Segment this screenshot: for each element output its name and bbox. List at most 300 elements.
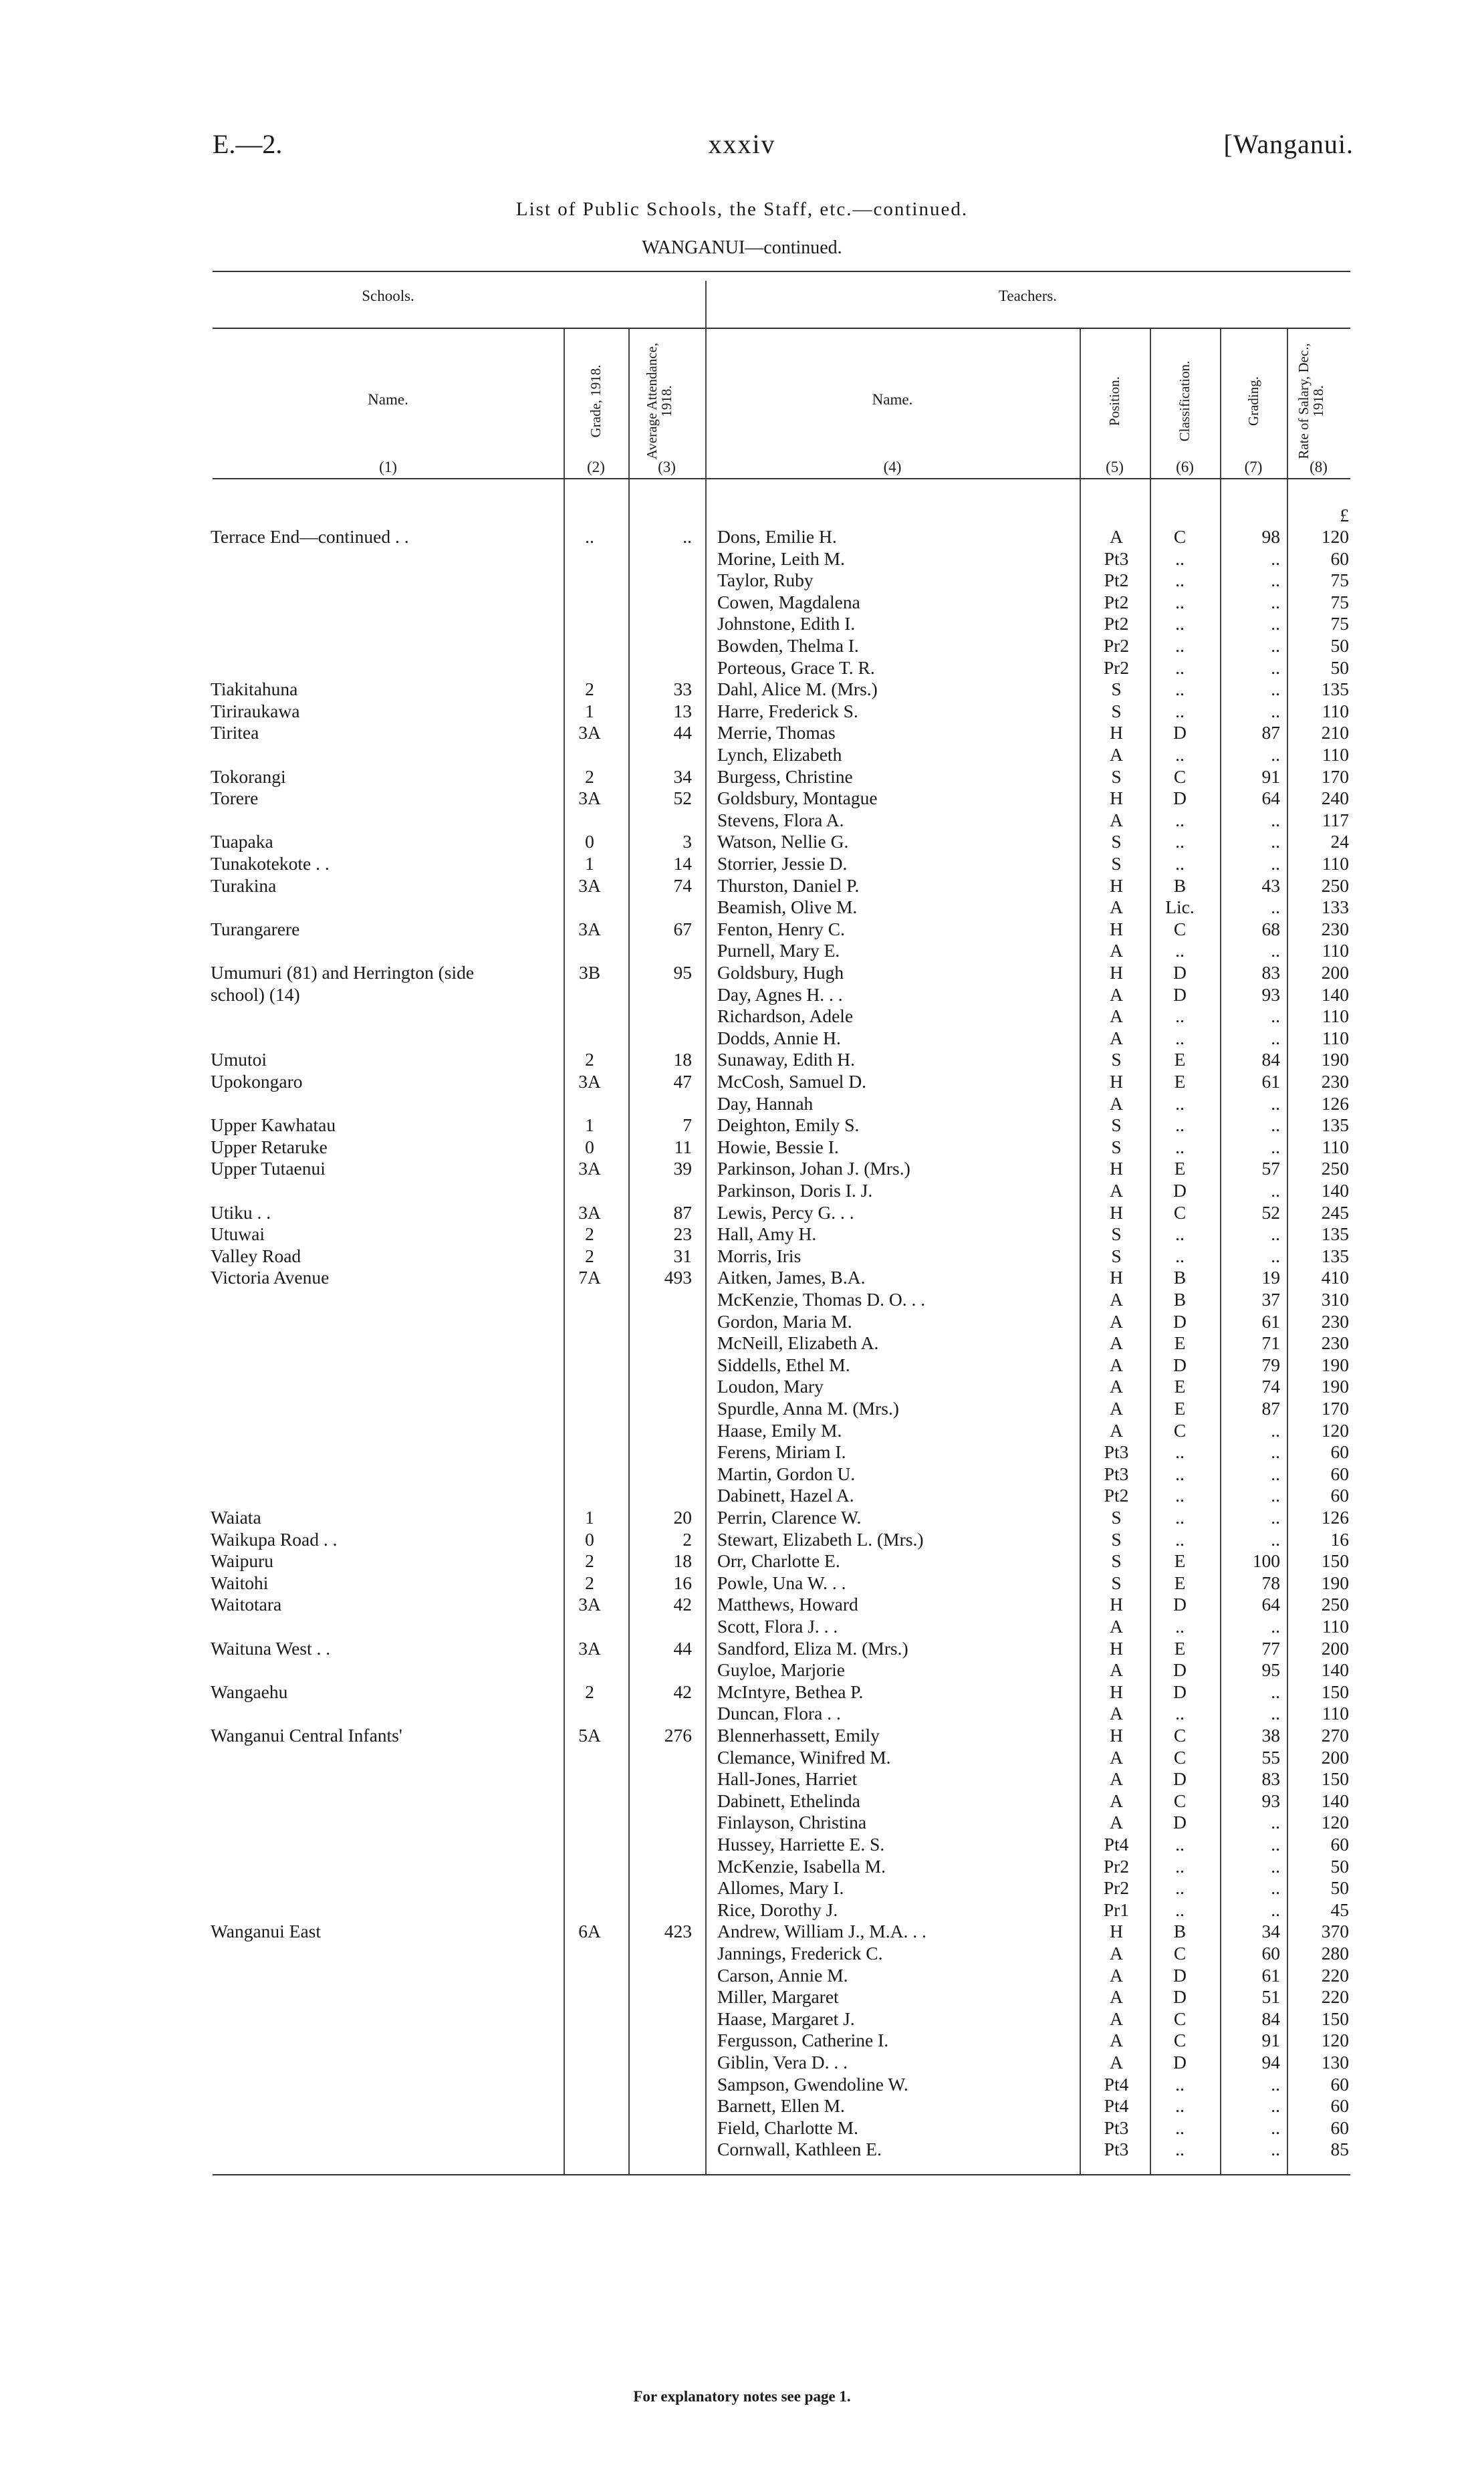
teacher-name-cell: Burgess, Christine bbox=[717, 765, 853, 787]
teacher-name-cell: Perrin, Clarence W. bbox=[717, 1507, 862, 1528]
teacher-name-cell: Day, Hannah bbox=[717, 1092, 814, 1114]
position-cell: S bbox=[1111, 853, 1122, 874]
classification-cell: .. bbox=[1175, 1136, 1185, 1157]
school-name-cell: Turangarere bbox=[211, 918, 300, 939]
table-row bbox=[0, 788, 1484, 809]
grading-cell: .. bbox=[1271, 744, 1280, 765]
salary-header: Rate of Salary, Dec., 1918. bbox=[1295, 343, 1326, 459]
table-row bbox=[0, 1616, 1484, 1637]
grade-cell: 2 bbox=[585, 1049, 594, 1070]
classification-cell: D bbox=[1173, 983, 1187, 1005]
table-row bbox=[0, 1529, 1484, 1550]
table-row bbox=[0, 1223, 1484, 1245]
position-cell: A bbox=[1110, 1659, 1123, 1681]
table-row bbox=[0, 1420, 1484, 1441]
salary-cell: 150 bbox=[1321, 1768, 1349, 1790]
classification-cell: .. bbox=[1175, 657, 1185, 678]
teacher-name-cell: Beamish, Olive M. bbox=[717, 897, 858, 918]
grading-cell: .. bbox=[1271, 940, 1280, 961]
teacher-name-cell: Parkinson, Doris I. J. bbox=[717, 1180, 873, 1201]
currency-symbol: £ bbox=[1340, 505, 1349, 525]
position-cell: H bbox=[1110, 722, 1123, 743]
teacher-name-cell: Jannings, Frederick C. bbox=[717, 1943, 883, 1964]
grading-cell: .. bbox=[1271, 1180, 1280, 1201]
table-row bbox=[0, 1005, 1484, 1027]
table-row bbox=[0, 679, 1484, 700]
position-cell: A bbox=[1110, 1376, 1123, 1397]
grading-cell: .. bbox=[1271, 1223, 1280, 1245]
salary-cell: 190 bbox=[1321, 1572, 1349, 1593]
table-row bbox=[0, 853, 1484, 874]
position-cell: Pt3 bbox=[1104, 2117, 1129, 2138]
grading-cell: 79 bbox=[1261, 1354, 1280, 1375]
table-row bbox=[0, 635, 1484, 657]
teacher-name-cell: Giblin, Vera D. . . bbox=[717, 2052, 848, 2072]
col-number-5: (5) bbox=[1106, 459, 1124, 475]
school-name-cell: Torere bbox=[211, 788, 259, 809]
grading-cell: .. bbox=[1271, 1681, 1280, 1702]
position-cell: Pt2 bbox=[1104, 591, 1129, 612]
attendance-cell: 3 bbox=[683, 831, 692, 852]
grading-cell: .. bbox=[1271, 1528, 1280, 1550]
table-row bbox=[0, 1354, 1484, 1376]
classification-cell: .. bbox=[1175, 1223, 1185, 1245]
classification-cell: E bbox=[1174, 1637, 1186, 1659]
classification-cell: .. bbox=[1175, 1616, 1185, 1637]
teacher-name-cell: Day, Agnes H. . . bbox=[717, 983, 843, 1005]
teacher-name-cell: McNeill, Elizabeth A. bbox=[717, 1332, 879, 1354]
table-row bbox=[0, 744, 1484, 765]
table-subtitle: WANGANUI—continued. bbox=[642, 237, 842, 258]
school-name-cell: Upper Tutaenui bbox=[211, 1158, 326, 1179]
teacher-name-cell: Barnett, Ellen M. bbox=[717, 2095, 845, 2117]
col-number-3: (3) bbox=[658, 459, 676, 475]
classification-cell: D bbox=[1173, 1812, 1187, 1833]
salary-cell: 75 bbox=[1330, 591, 1349, 612]
position-cell: H bbox=[1110, 1594, 1123, 1615]
grading-cell: .. bbox=[1271, 1027, 1280, 1048]
grade-cell: 2 bbox=[585, 1681, 594, 1702]
teacher-name-cell: Blennerhassett, Emily bbox=[717, 1725, 880, 1746]
col-number-7: (7) bbox=[1244, 459, 1263, 475]
salary-cell: 170 bbox=[1321, 765, 1349, 787]
position-cell: A bbox=[1110, 526, 1123, 547]
position-cell: A bbox=[1110, 1354, 1123, 1375]
teacher-name-cell: Lynch, Elizabeth bbox=[717, 744, 842, 765]
teacher-name-cell: Sunaway, Edith H. bbox=[717, 1049, 855, 1070]
teacher-name-cell: McCosh, Samuel D. bbox=[717, 1071, 867, 1092]
classification-cell: .. bbox=[1175, 1245, 1185, 1266]
teacher-name-cell: Goldsbury, Montague bbox=[717, 788, 878, 809]
classification-cell: B bbox=[1173, 1267, 1187, 1288]
school-name-cell: Waitohi bbox=[211, 1572, 269, 1593]
grading-cell: .. bbox=[1271, 1419, 1280, 1441]
salary-cell: 200 bbox=[1321, 1637, 1349, 1659]
classification-cell: .. bbox=[1175, 548, 1185, 569]
position-cell: Pt4 bbox=[1104, 2073, 1129, 2095]
position-cell: Pr2 bbox=[1103, 635, 1130, 656]
grading-cell: .. bbox=[1271, 1899, 1280, 1920]
attendance-cell: 33 bbox=[673, 679, 692, 700]
table-row bbox=[0, 2139, 1484, 2160]
salary-cell: 60 bbox=[1330, 2073, 1349, 2095]
grading-cell: .. bbox=[1271, 1463, 1280, 1484]
salary-cell: 120 bbox=[1321, 1812, 1349, 1833]
grading-cell: 94 bbox=[1261, 2052, 1280, 2072]
grading-cell: .. bbox=[1271, 1441, 1280, 1463]
teacher-name-cell: Loudon, Mary bbox=[717, 1376, 824, 1397]
teacher-name-cell: Howie, Bessie I. bbox=[717, 1136, 839, 1157]
table-row bbox=[0, 1093, 1484, 1114]
grading-cell: 43 bbox=[1261, 874, 1280, 896]
rule-top bbox=[213, 271, 1350, 272]
classification-cell: .. bbox=[1175, 613, 1185, 634]
col-number-2: (2) bbox=[587, 459, 605, 475]
grading-cell: .. bbox=[1271, 679, 1280, 700]
salary-cell: 150 bbox=[1321, 2008, 1349, 2029]
classification-cell: C bbox=[1173, 918, 1187, 939]
table-row bbox=[0, 1550, 1484, 1572]
grading-cell: .. bbox=[1271, 1877, 1280, 1899]
teacher-name-cell: Spurdle, Anna M. (Mrs.) bbox=[717, 1398, 899, 1419]
position-cell: H bbox=[1110, 1725, 1123, 1746]
teacher-name-cell: Andrew, William J., M.A. . . bbox=[717, 1921, 926, 1942]
table-row bbox=[0, 1965, 1484, 1986]
classification-cell: D bbox=[1173, 1986, 1187, 2008]
position-cell: H bbox=[1110, 1681, 1123, 1702]
teacher-name-cell: Johnstone, Edith I. bbox=[717, 613, 856, 634]
table-row bbox=[0, 810, 1484, 831]
teacher-name-cell: McKenzie, Thomas D. O. . . bbox=[717, 1289, 926, 1310]
attendance-cell: 13 bbox=[673, 700, 692, 721]
table-row bbox=[0, 1943, 1484, 1964]
teacher-name-cell: Clemance, Winifred M. bbox=[717, 1746, 891, 1768]
salary-cell: 110 bbox=[1322, 1703, 1349, 1724]
salary-cell: 60 bbox=[1330, 1834, 1349, 1855]
table-title: List of Public Schools, the Staff, etc.—continued. bbox=[515, 199, 969, 220]
attendance-cell: 39 bbox=[673, 1158, 692, 1179]
school-name-cell: Upper Kawhatau bbox=[211, 1114, 336, 1136]
position-cell: A bbox=[1110, 940, 1123, 961]
school-name-cell: Turakina bbox=[211, 874, 277, 896]
classification-cell: D bbox=[1173, 722, 1187, 743]
grade-cell: 2 bbox=[585, 765, 594, 787]
position-cell: A bbox=[1110, 1703, 1123, 1724]
teacher-name-cell: Hall-Jones, Harriet bbox=[717, 1768, 858, 1790]
classification-cell: .. bbox=[1175, 1114, 1185, 1136]
grading-cell: .. bbox=[1271, 591, 1280, 612]
teacher-name-cell: Dahl, Alice M. (Mrs.) bbox=[717, 679, 878, 700]
school-name-cell: Tokorangi bbox=[211, 765, 286, 787]
grading-cell: .. bbox=[1271, 1136, 1280, 1157]
table-row bbox=[0, 701, 1484, 722]
table-row bbox=[0, 2052, 1484, 2073]
position-cell: S bbox=[1111, 831, 1122, 852]
classification-cell: D bbox=[1173, 962, 1187, 983]
school-name-cell: Valley Road bbox=[211, 1245, 301, 1266]
table-row bbox=[0, 897, 1484, 918]
school-name-cell: Wangaehu bbox=[211, 1681, 288, 1702]
salary-cell: 370 bbox=[1321, 1921, 1349, 1942]
salary-cell: 126 bbox=[1321, 1092, 1349, 1114]
table-row bbox=[0, 875, 1484, 897]
classification-cell: B bbox=[1173, 1921, 1187, 1942]
attendance-cell: 44 bbox=[673, 1637, 692, 1659]
salary-cell: 75 bbox=[1330, 613, 1349, 634]
grade-cell: 3A bbox=[578, 1594, 601, 1615]
teacher-name-cell: Thurston, Daniel P. bbox=[717, 874, 860, 896]
classification-cell: E bbox=[1174, 1049, 1186, 1070]
teacher-name-cell: Hall, Amy H. bbox=[717, 1223, 817, 1245]
table-row bbox=[0, 1834, 1484, 1855]
position-cell: S bbox=[1111, 1550, 1122, 1572]
grading-cell: 91 bbox=[1261, 2030, 1280, 2051]
salary-cell: 75 bbox=[1330, 570, 1349, 591]
attendance-cell: 87 bbox=[673, 1201, 692, 1223]
table-row bbox=[0, 1986, 1484, 2008]
rule-group bbox=[213, 328, 1350, 329]
teacher-name-cell: Rice, Dorothy J. bbox=[717, 1899, 838, 1920]
teacher-name-cell: Gordon, Maria M. bbox=[717, 1310, 852, 1332]
position-cell: S bbox=[1111, 1572, 1122, 1593]
classification-cell: .. bbox=[1175, 2117, 1185, 2138]
col-number-8: (8) bbox=[1310, 459, 1328, 475]
school-name-cell: Utiku . . bbox=[211, 1201, 271, 1223]
table-row bbox=[0, 1594, 1484, 1615]
grade-cell: 0 bbox=[585, 1528, 594, 1550]
grading-cell: 93 bbox=[1261, 1790, 1280, 1811]
salary-cell: 24 bbox=[1330, 831, 1349, 852]
teacher-name-cell: Dabinett, Ethelinda bbox=[717, 1790, 860, 1811]
salary-cell: 60 bbox=[1330, 1463, 1349, 1484]
teacher-name-cell: Richardson, Adele bbox=[717, 1005, 854, 1027]
salary-cell: 190 bbox=[1321, 1376, 1349, 1397]
position-cell: A bbox=[1110, 1964, 1123, 1986]
attendance-cell: 31 bbox=[673, 1245, 692, 1266]
grading-cell: 83 bbox=[1261, 1768, 1280, 1790]
classification-cell: E bbox=[1174, 1398, 1186, 1419]
grading-cell: .. bbox=[1271, 897, 1280, 918]
attendance-cell: 74 bbox=[673, 874, 692, 896]
grading-cell: 55 bbox=[1261, 1746, 1280, 1768]
salary-cell: 45 bbox=[1330, 1899, 1349, 1920]
salary-cell: 140 bbox=[1321, 1180, 1349, 1201]
grade-cell: 2 bbox=[585, 679, 594, 700]
classification-cell: D bbox=[1173, 1594, 1187, 1615]
table-row bbox=[0, 1572, 1484, 1594]
classification-cell: D bbox=[1173, 1180, 1187, 1201]
attendance-cell: 44 bbox=[673, 722, 692, 743]
teacher-name-cell: Morine, Leith M. bbox=[717, 548, 845, 569]
teacher-name-cell: Cornwall, Kathleen E. bbox=[717, 2139, 882, 2160]
teacher-name-cell: Scott, Flora J. . . bbox=[717, 1616, 838, 1637]
grading-cell: .. bbox=[1271, 2073, 1280, 2095]
position-cell: A bbox=[1110, 1398, 1123, 1419]
position-cell: H bbox=[1110, 1071, 1123, 1092]
table-row bbox=[0, 984, 1484, 1005]
salary-cell: 170 bbox=[1321, 1398, 1349, 1419]
grading-cell: .. bbox=[1271, 1092, 1280, 1114]
grade-cell: 2 bbox=[585, 1550, 594, 1572]
table-row bbox=[0, 1289, 1484, 1310]
page-code: E.—2. bbox=[213, 129, 283, 159]
salary-cell: 230 bbox=[1321, 918, 1349, 939]
salary-cell: 200 bbox=[1321, 962, 1349, 983]
grading-cell: .. bbox=[1271, 2139, 1280, 2160]
position-cell: A bbox=[1110, 1289, 1123, 1310]
grading-cell: 84 bbox=[1261, 1049, 1280, 1070]
position-cell: S bbox=[1111, 1245, 1122, 1266]
grading-cell: 78 bbox=[1261, 1572, 1280, 1593]
attendance-cell: 42 bbox=[673, 1594, 692, 1615]
teacher-name-cell: Watson, Nellie G. bbox=[717, 831, 849, 852]
currency-row bbox=[0, 505, 1484, 526]
grading-cell: 37 bbox=[1261, 1289, 1280, 1310]
attendance-cell: 18 bbox=[673, 1049, 692, 1070]
classification-cell: D bbox=[1173, 1681, 1187, 1702]
table-row bbox=[0, 1202, 1484, 1223]
table-row bbox=[0, 2030, 1484, 2051]
table-row bbox=[0, 2117, 1484, 2139]
classification-header: Classification. bbox=[1177, 360, 1193, 442]
teacher-name-cell: Purnell, Mary E. bbox=[717, 940, 840, 961]
table-row bbox=[0, 1376, 1484, 1397]
position-cell: A bbox=[1110, 1332, 1123, 1354]
grade-cell: 1 bbox=[585, 1114, 594, 1136]
grading-header: Grading. bbox=[1245, 376, 1261, 427]
table-row bbox=[0, 1180, 1484, 1201]
attendance-cell: .. bbox=[683, 526, 692, 547]
table-row bbox=[0, 1311, 1484, 1332]
attendance-cell: 14 bbox=[673, 853, 692, 874]
salary-cell: 110 bbox=[1322, 940, 1349, 961]
attendance-header: Average Attendance, 1918. bbox=[644, 342, 674, 460]
position-cell: A bbox=[1110, 1027, 1123, 1048]
teacher-name-cell: McIntyre, Bethea P. bbox=[717, 1681, 864, 1702]
classification-cell: .. bbox=[1175, 635, 1185, 656]
grading-cell: 95 bbox=[1261, 1659, 1280, 1681]
grade-header: Grade, 1918. bbox=[588, 364, 604, 438]
position-cell: Pr1 bbox=[1103, 1899, 1130, 1920]
teacher-name-cell: Bowden, Thelma I. bbox=[717, 635, 859, 656]
grading-cell: .. bbox=[1271, 853, 1280, 874]
position-cell: H bbox=[1110, 1921, 1123, 1942]
classification-cell: .. bbox=[1175, 2139, 1185, 2160]
classification-cell: .. bbox=[1175, 591, 1185, 612]
position-cell: S bbox=[1111, 1049, 1122, 1070]
classification-cell: .. bbox=[1175, 1507, 1185, 1528]
teacher-name-cell: Fenton, Henry C. bbox=[717, 918, 845, 939]
salary-cell: 117 bbox=[1322, 809, 1349, 830]
salary-cell: 200 bbox=[1321, 1746, 1349, 1768]
salary-cell: 245 bbox=[1321, 1201, 1349, 1223]
salary-cell: 280 bbox=[1321, 1943, 1349, 1964]
classification-cell: C bbox=[1173, 1790, 1187, 1811]
grading-cell: 57 bbox=[1261, 1158, 1280, 1179]
teacher-name-cell: Hussey, Harriette E. S. bbox=[717, 1834, 885, 1855]
position-cell: H bbox=[1110, 874, 1123, 896]
table-row bbox=[0, 1877, 1484, 1899]
salary-cell: 50 bbox=[1330, 635, 1349, 656]
grade-cell: 3A bbox=[578, 918, 601, 939]
teacher-name-cell: Taylor, Ruby bbox=[717, 570, 814, 591]
salary-cell: 220 bbox=[1321, 1986, 1349, 2008]
table-row bbox=[0, 1899, 1484, 1921]
col-number-6: (6) bbox=[1176, 459, 1194, 475]
position-cell: A bbox=[1110, 1812, 1123, 1833]
salary-cell: 50 bbox=[1330, 657, 1349, 678]
grading-cell: 100 bbox=[1252, 1550, 1280, 1572]
salary-cell: 110 bbox=[1322, 744, 1349, 765]
salary-cell: 60 bbox=[1330, 1441, 1349, 1463]
position-cell: A bbox=[1110, 744, 1123, 765]
salary-cell: 250 bbox=[1321, 1158, 1349, 1179]
school-name-cell: Umumuri (81) and Herrington (side bbox=[211, 962, 475, 983]
position-cell: H bbox=[1110, 1158, 1123, 1179]
table-row bbox=[0, 1921, 1484, 1942]
page-number: xxxiv bbox=[708, 129, 776, 159]
teacher-name-cell: Harre, Frederick S. bbox=[717, 700, 858, 721]
classification-cell: .. bbox=[1175, 1528, 1185, 1550]
schools-group-header: Schools. bbox=[362, 287, 414, 304]
salary-cell: 60 bbox=[1330, 1485, 1349, 1506]
table-row bbox=[0, 2095, 1484, 2117]
table-row bbox=[0, 1507, 1484, 1528]
classification-cell: D bbox=[1173, 1310, 1187, 1332]
classification-cell: E bbox=[1174, 1376, 1186, 1397]
classification-cell: D bbox=[1173, 788, 1187, 809]
salary-cell: 133 bbox=[1321, 897, 1349, 918]
classification-cell: .. bbox=[1175, 1485, 1185, 1506]
salary-cell: 230 bbox=[1321, 1332, 1349, 1354]
classification-cell: E bbox=[1174, 1332, 1186, 1354]
salary-cell: 250 bbox=[1321, 874, 1349, 896]
school-name-cell: Waitotara bbox=[211, 1594, 282, 1615]
salary-cell: 310 bbox=[1321, 1289, 1349, 1310]
grading-cell: 84 bbox=[1261, 2008, 1280, 2029]
rule-bottom bbox=[213, 2174, 1350, 2175]
grading-cell: 91 bbox=[1261, 765, 1280, 787]
grading-cell: .. bbox=[1271, 613, 1280, 634]
position-cell: A bbox=[1110, 809, 1123, 830]
grading-cell: .. bbox=[1271, 2095, 1280, 2117]
teacher-name-cell: Porteous, Grace T. R. bbox=[717, 657, 875, 678]
classification-cell: E bbox=[1174, 1158, 1186, 1179]
classification-cell: C bbox=[1173, 526, 1187, 547]
classification-cell: D bbox=[1173, 1768, 1187, 1790]
position-cell: Pt3 bbox=[1104, 2139, 1129, 2160]
teacher-name-cell: Carson, Annie M. bbox=[717, 1964, 848, 1986]
attendance-cell: 23 bbox=[673, 1223, 692, 1245]
position-cell: H bbox=[1110, 1201, 1123, 1223]
teacher-name-cell: Dons, Emilie H. bbox=[717, 526, 837, 547]
classification-cell: D bbox=[1173, 1354, 1187, 1375]
position-cell: A bbox=[1110, 1005, 1123, 1027]
teacher-name-cell: Matthews, Howard bbox=[717, 1594, 858, 1615]
salary-cell: 50 bbox=[1330, 1877, 1349, 1899]
grading-cell: .. bbox=[1271, 1616, 1280, 1637]
school-name-cell: Wanganui East bbox=[211, 1921, 322, 1942]
teacher-name-cell: Ferens, Miriam I. bbox=[717, 1441, 846, 1463]
position-cell: A bbox=[1110, 1746, 1123, 1768]
grading-cell: 34 bbox=[1261, 1921, 1280, 1942]
district-heading: [Wanganui. bbox=[1223, 129, 1354, 159]
attendance-cell: 2 bbox=[683, 1528, 692, 1550]
salary-cell: 140 bbox=[1321, 983, 1349, 1005]
salary-cell: 135 bbox=[1321, 1114, 1349, 1136]
salary-cell: 120 bbox=[1321, 526, 1349, 547]
grade-cell: 1 bbox=[585, 1507, 594, 1528]
